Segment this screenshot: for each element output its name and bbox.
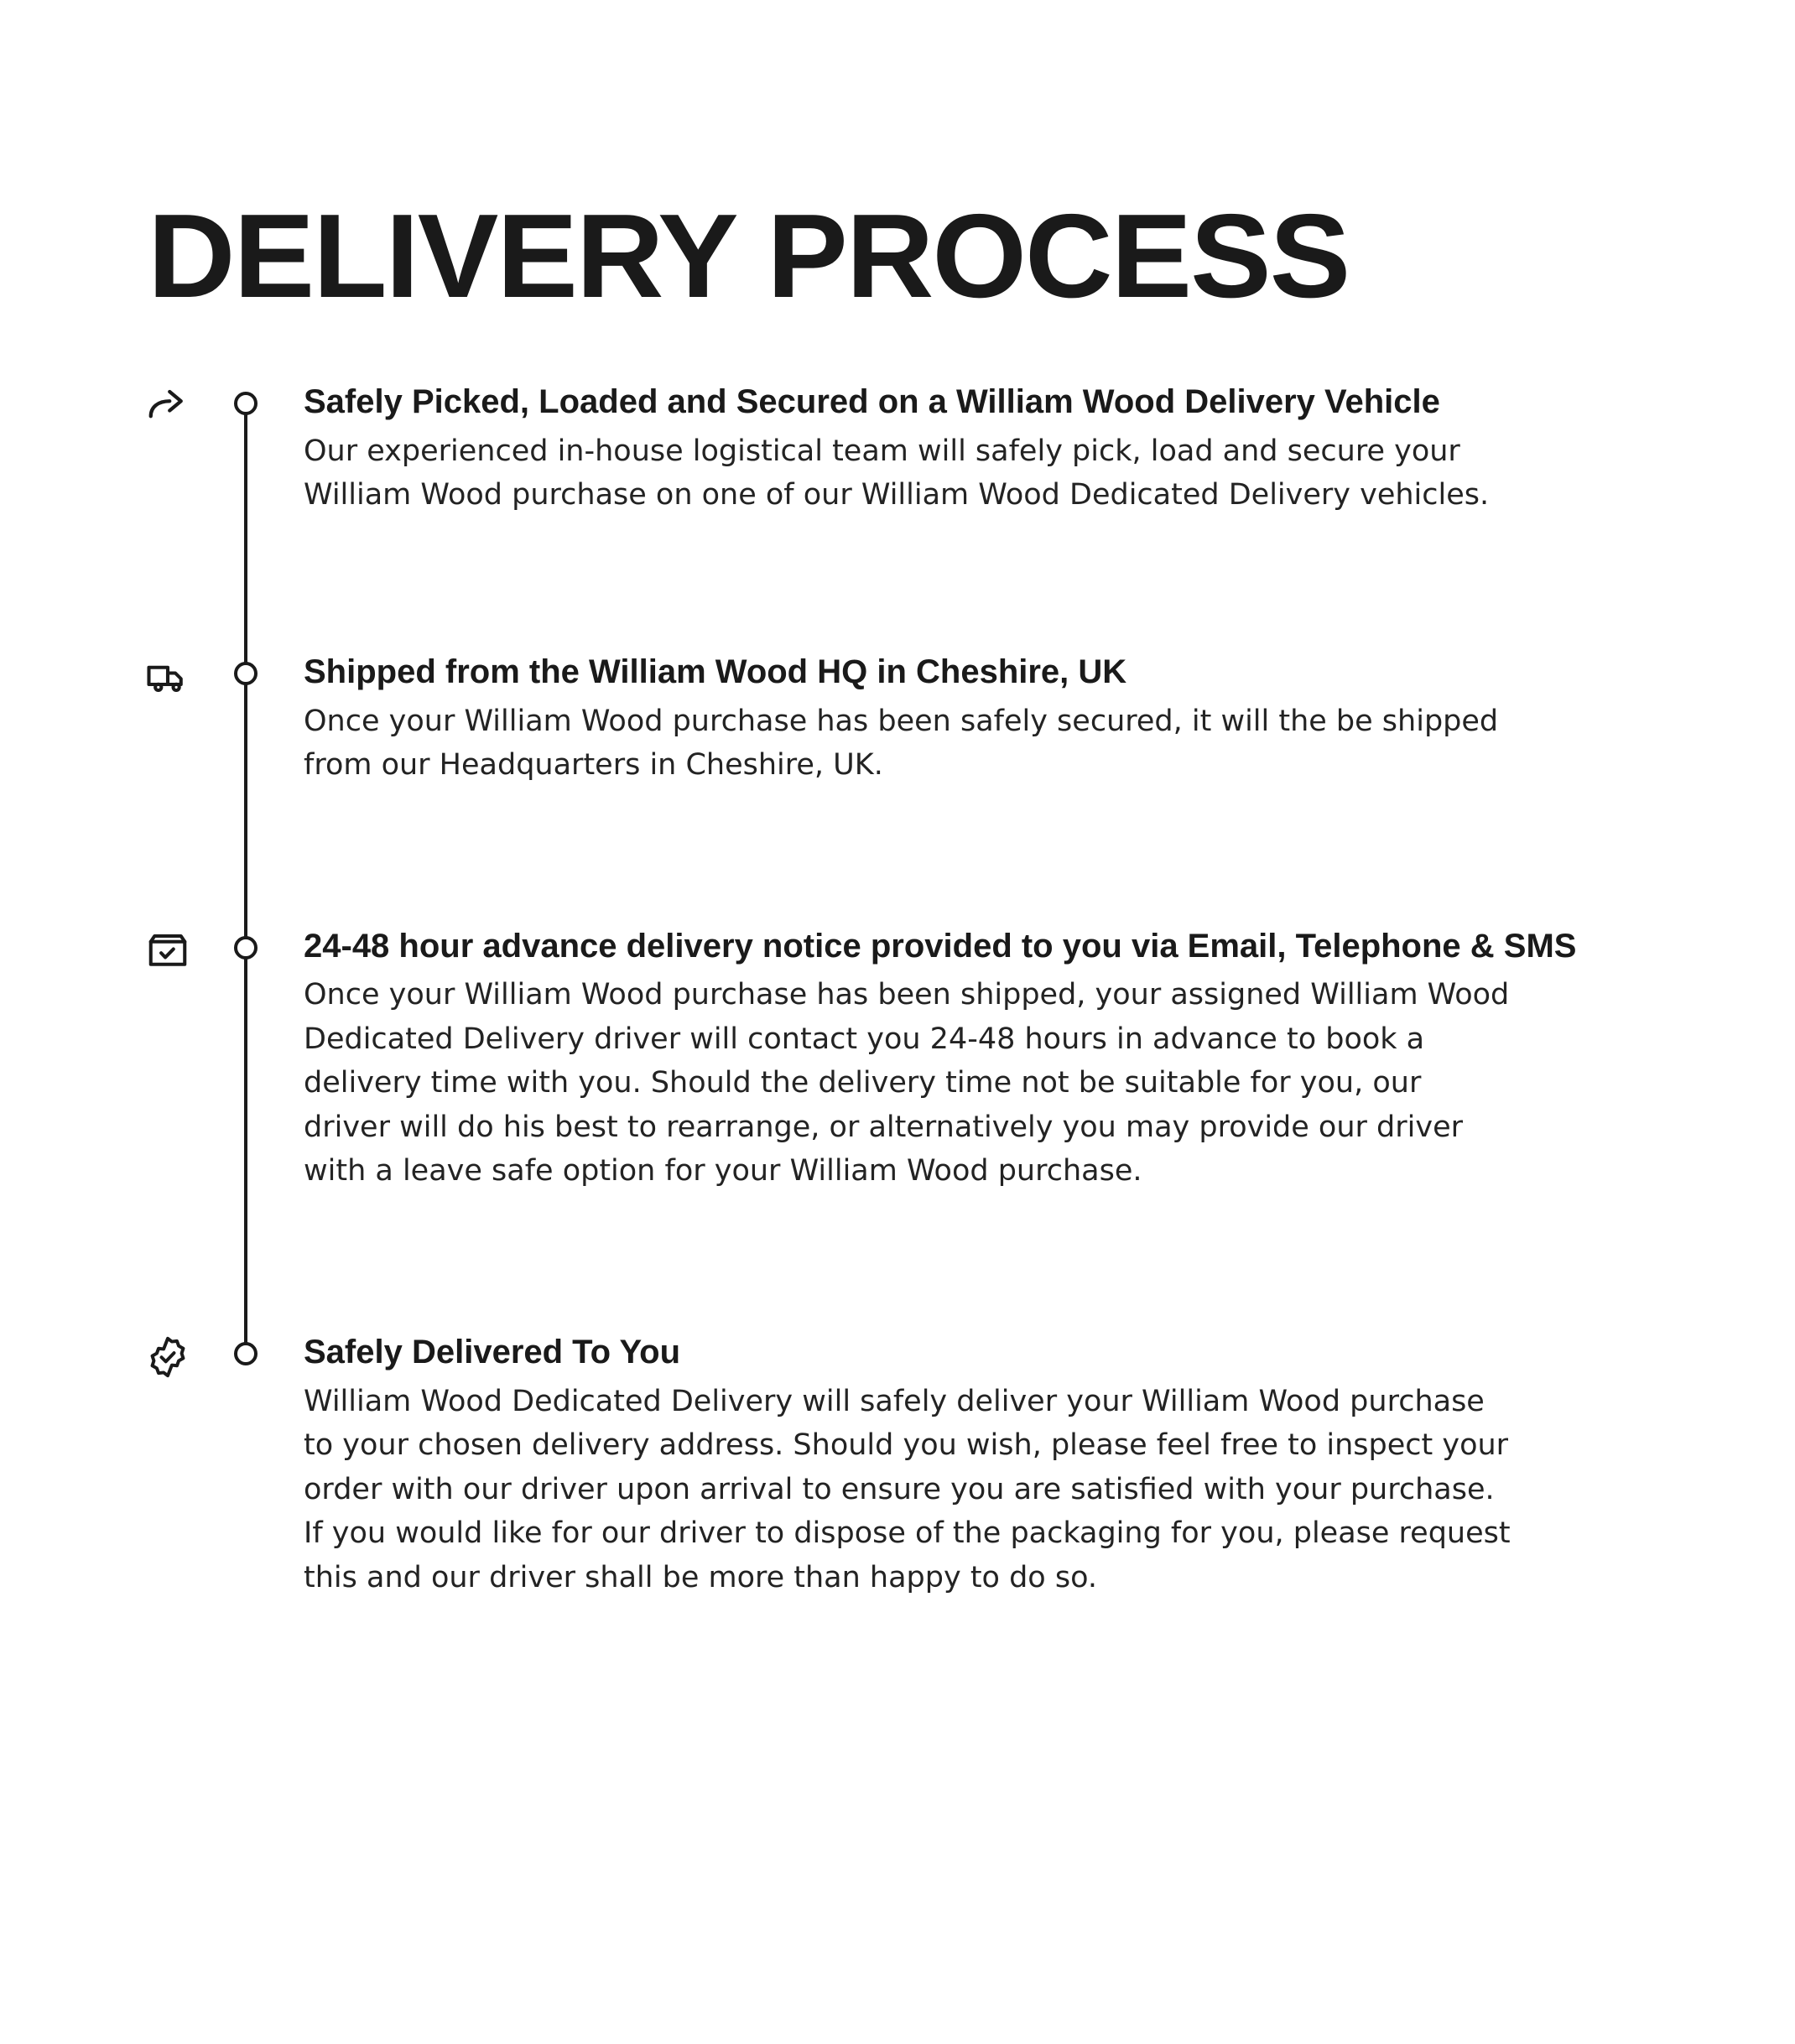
step-description: Once your William Wood purchase has been shipped, your assigned William Wood Dedicated Delivery driver will contact you 24-48 hours in advance to book a delivery time with you. Should the delivery time not be suitable for you, our driver will do his best to rearrange, or alternatively you may provide our driver with a leave safe option for your William Wood purchase. xyxy=(304,978,1510,1188)
delivery-truck-icon xyxy=(143,652,193,702)
timeline-step-body xyxy=(304,1332,1612,1599)
timeline-step xyxy=(0,1332,1795,1599)
timeline-node xyxy=(234,392,258,415)
step-title: Safely Delivered To You xyxy=(304,1333,681,1370)
timeline-node xyxy=(234,662,258,685)
step-description: Once your William Wood purchase has been safely secured, it will the be shipped from our Headquarters in Cheshire, UK. xyxy=(304,704,1499,783)
timeline-node xyxy=(234,1342,258,1365)
timeline-step xyxy=(0,382,1795,518)
step-title: Safely Picked, Loaded and Secured on a William Wood Delivery Vehicle xyxy=(304,383,1440,420)
timeline-step-body xyxy=(304,652,1612,788)
share-arrow-icon xyxy=(143,382,193,432)
timeline-step xyxy=(0,652,1795,788)
timeline-step-body xyxy=(304,926,1612,1194)
page-title: DELIVERY PROCESS xyxy=(148,190,1350,324)
verified-badge-check-icon xyxy=(143,1332,193,1382)
step-title: 24-48 hour advance delivery notice provided to you via Email, Telephone & SMS xyxy=(304,927,1577,965)
timeline-node xyxy=(234,936,258,960)
timeline-rail xyxy=(244,403,247,1354)
step-title: Shipped from the William Wood HQ in Cheshire, UK xyxy=(304,653,1127,690)
step-description: William Wood Dedicated Delivery will safely deliver your William Wood purchase to your chosen delivery address. Should you wish, please feel free to inspect your order with our driver upon arrival to ensure you are satisfied with your purchase. If you would like for our driver to dispose of the packaging for you, please request this and our driver shall be more than happy to do so. xyxy=(304,1384,1511,1594)
box-check-icon xyxy=(143,926,193,976)
delivery-timeline xyxy=(0,382,1795,1599)
step-description: Our experienced in-house logistical team will safely pick, load and secure your William Wood purchase on one of our William Wood Dedicated Delivery vehicles. xyxy=(304,434,1490,512)
timeline-step-body xyxy=(304,382,1612,518)
timeline-step xyxy=(0,926,1795,1194)
